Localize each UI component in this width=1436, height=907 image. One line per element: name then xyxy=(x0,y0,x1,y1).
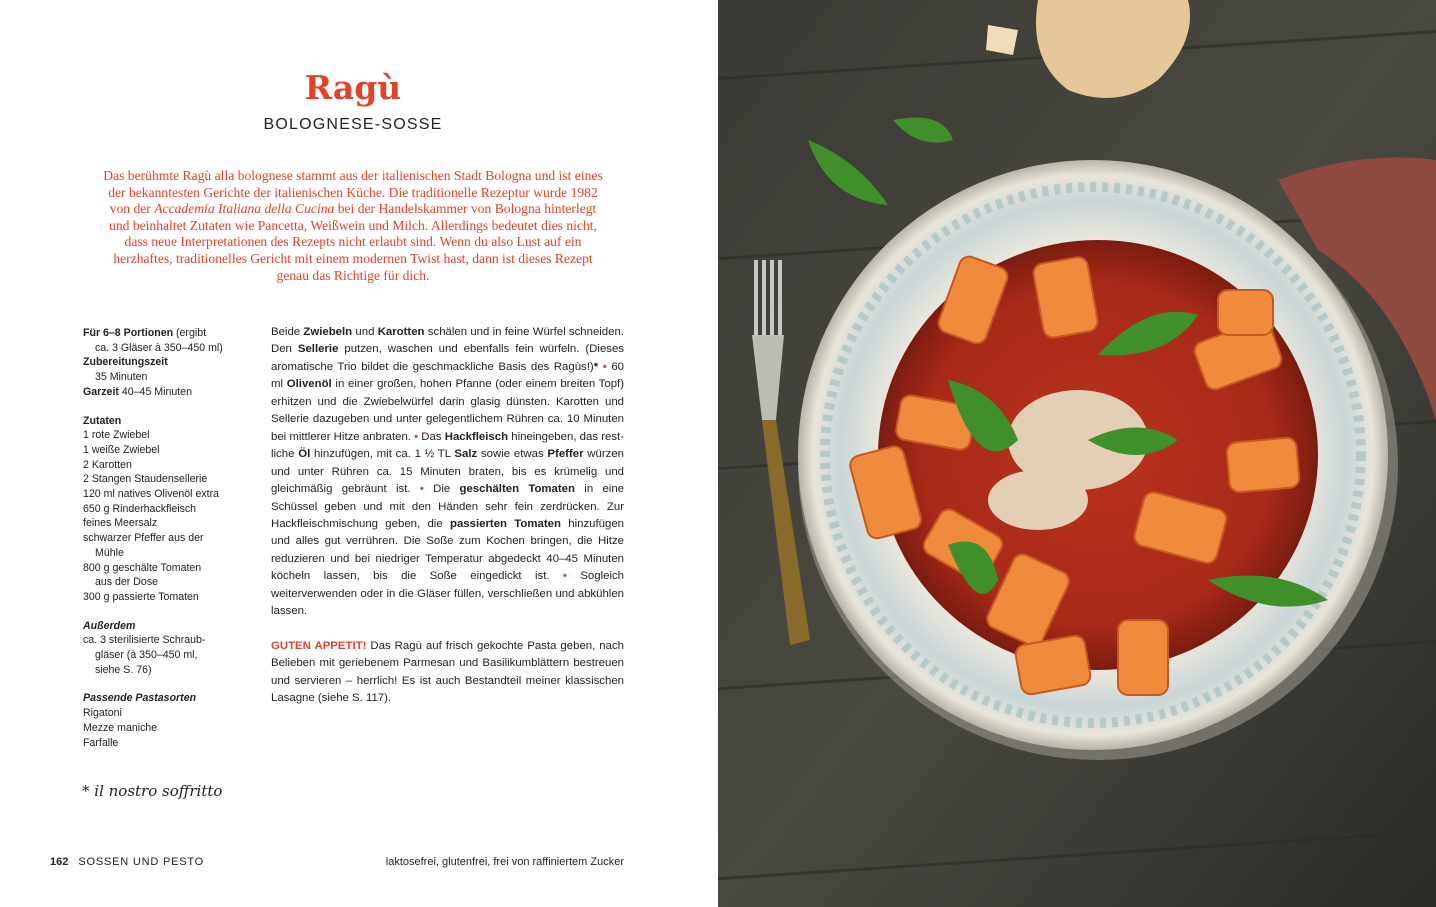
pasta-block xyxy=(83,691,253,750)
page-footer-left xyxy=(50,856,204,868)
extra-label: Außerdem xyxy=(83,619,136,632)
ingredient-item: feines Meersalz xyxy=(83,517,158,530)
section-name: SOSSEN UND PESTO xyxy=(78,856,205,868)
tip-label: GUTEN APPETIT! xyxy=(271,639,367,652)
cook-label: Garzeit xyxy=(83,385,119,398)
page-number: 162 xyxy=(50,856,69,868)
footnote-star: * xyxy=(593,360,599,373)
step-bullet: • xyxy=(414,430,419,443)
food-photo xyxy=(718,0,1436,907)
ingredient-item: 120 ml natives Olivenöl extra xyxy=(83,488,220,501)
pasta-item: Farfalle xyxy=(83,736,119,749)
diet-tags: laktosefrei, glutenfrei, frei von raffiniertem Zucker xyxy=(385,856,624,868)
instructions xyxy=(271,324,624,725)
extra-item: gläser (à 350–450 ml, xyxy=(95,649,198,662)
intro-text-1: Das berühmte Ragù alla bolognese stammt aus der italienischen Stadt Bologna und ist eines der bekanntesten Gerichte der italienischen Küche. Die traditionelle Rezeptur wurde 1982 von der xyxy=(103,168,603,217)
portions-note: (ergibt xyxy=(176,327,207,339)
recipe-sidebar xyxy=(83,326,253,764)
recipe-subtitle: BOLOGNESE-SOSSE xyxy=(263,116,443,133)
portions-note-2: ca. 3 Gläser à 350–450 ml) xyxy=(95,341,223,354)
ingredient-item: 2 Stangen Staudensellerie xyxy=(83,473,208,486)
portions-label: Für 6–8 Portionen xyxy=(83,327,174,339)
ingredient-item: 650 g Rinderhackfleisch xyxy=(83,502,197,515)
intro-paragraph xyxy=(100,168,606,284)
cook-value: 40–45 Minuten xyxy=(121,385,192,398)
ingredient-item: aus der Dose xyxy=(95,576,159,589)
intro-italic: Accademia Italiana della Cucina xyxy=(154,201,335,217)
ingredients-label: Zutaten xyxy=(83,414,122,427)
step-bullet: • xyxy=(602,360,607,373)
ingredient-item: 300 g passierte Tomaten xyxy=(83,590,199,603)
serving-tip: GUTEN APPETIT! Das Ragù auf frisch gekochte Pasta geben, nach Belieben mit geriebenem Parmesan und Basilikumblättern bestreuen und servieren – herrlich! Es ist auch Bestandteil meiner klassischen Lasagne (siehe S. 117). xyxy=(271,639,624,705)
extra-block xyxy=(83,619,253,678)
ingredient-item: 1 rote Zwiebel xyxy=(83,429,150,442)
soffritto-note: * il nostro soffritto xyxy=(82,782,223,800)
step-bullet: • xyxy=(562,570,567,583)
ingredient-item: 800 g geschälte Tomaten xyxy=(83,561,202,574)
intro-text-2: bei der Handelskammer von Bologna hinterlegt und beinhaltet Zutaten wie Pancetta, Weißwein und Milch. Allerdings bedeutet dies nicht, dass neue Interpretationen des Rezepts nicht erlaubt sind. Wenn du also Lust auf ein herzhaftes, traditionelles Gericht mit einem modernen Twist hast, dann ist dieses Rezept genau das Richtige für dich. xyxy=(109,201,597,283)
bread-crumb xyxy=(986,25,1018,55)
timing-block xyxy=(83,326,253,400)
extra-item: ca. 3 sterilisierte Schraub- xyxy=(83,634,206,647)
ingredient-item: 2 Karotten xyxy=(83,458,132,471)
prep-value: 35 Minuten xyxy=(95,371,148,384)
ingredient-item: 1 weiße Zwiebel xyxy=(83,443,160,456)
ingredients-block xyxy=(83,414,253,605)
prep-label: Zubereitungszeit xyxy=(83,356,168,369)
pasta-item: Rigatoni xyxy=(83,707,122,720)
ingredient-item: schwarzer Pfeffer aus der xyxy=(83,532,204,545)
pasta-item: Mezze maniche xyxy=(83,721,158,734)
instructions-paragraph: Beide Zwiebeln und Karotten schälen und in feine Würfel schneiden. Den Sellerie putzen, waschen und ebenfalls fein würfeln. (Dieses aromatische Trio bildet die geschmackliche Basis des Ragùs!)* • 60 ml Olivenöl in einer großen, hohen Pfanne (oder einem breiten Topf) erhitzen und die Zwiebelwürfel darin glasig dünsten. Karotten und Sellerie dazugeben und unter gelegentlichem Rühren ca. 10 Minuten bei mittlerer Hitze anbraten. • Das Hackfleisch hineingeben, das restliche Öl hinzufügen, mit ca. 1 ½ TL Salz sowie etwas Pfeffer würzen und unter Rühren ca. 15 Minuten braten, bis es krümelig und gleichmäßig gebräunt ist. • Die geschälten Tomaten in eine Schüssel geben und mit den Händen sehr fein zerdrücken. Zur Hackfleischmischung geben, die passierten Tomaten hinzufügen und alles gut verrühren. Die Soße zum Kochen bringen, die Hitze reduzieren und bei niedriger Temperatur abgedeckt 40–45 Minuten köcheln lassen, bis die Soße eingedickt ist. • Sogleich weiterverwenden oder in die Gläser füllen, verschließen und abkühlen lassen. xyxy=(271,326,625,618)
food-photo-illustration xyxy=(718,0,1436,907)
recipe-title: Ragù xyxy=(304,68,402,107)
ingredient-item: Mühle xyxy=(95,546,124,559)
extra-item: siehe S. 76) xyxy=(95,663,152,676)
pasta-label: Passende Pastasorten xyxy=(83,692,197,705)
step-bullet: • xyxy=(419,483,424,496)
